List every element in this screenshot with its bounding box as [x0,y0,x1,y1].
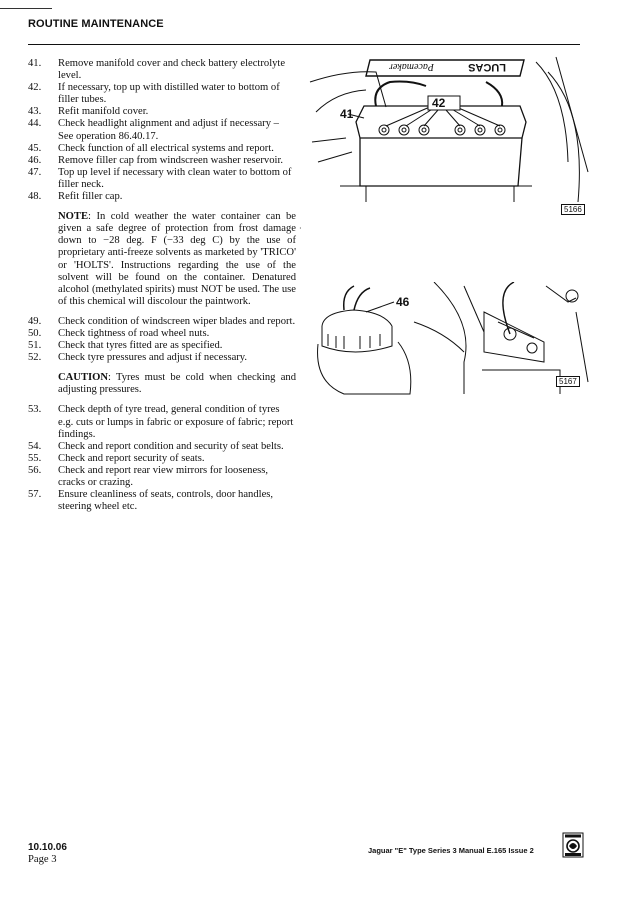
instruction-item [28,465,296,489]
footer-left [28,842,67,866]
instruction-text: Remove filler cap from windscreen washer reservoir. [58,154,284,166]
instruction-number: 46. [28,154,42,166]
instruction-item [28,118,296,142]
figure-ref-5167: 5167 [556,376,580,387]
instruction-item [28,82,296,106]
instruction-item [28,489,296,513]
instruction-text: Check and report condition and security of seat belts. [58,440,284,452]
instruction-number: 42. [28,82,42,94]
british-leyland-logo-icon [562,832,584,858]
instruction-item [28,352,296,364]
instruction-column [28,58,296,513]
section-header: ROUTINE MAINTENANCE [28,18,164,30]
instruction-list-a [28,58,296,203]
instruction-number: 50. [28,327,42,339]
caution-text: : Tyres must be cold when checking and adjusting pressures. [58,372,296,396]
instruction-text: Check headlight alignment and adjust if necessary – See operation 86.40.17. [58,118,279,142]
instruction-number: 52. [28,352,42,364]
instruction-number: 43. [28,106,42,118]
callout-46: 46 [396,295,410,309]
instruction-number: 49. [28,315,42,327]
instruction-item [28,404,296,440]
instruction-text: Check tightness of road wheel nuts. [58,327,210,339]
operation-code: 10.10.06 [28,842,67,853]
instruction-text: Ensure cleanliness of seats, controls, door handles, steering wheel etc. [58,489,274,513]
instruction-item [28,340,296,352]
callout-41: 41 [340,107,354,121]
instruction-item [28,58,296,82]
washer-reservoir-illustration [314,282,596,398]
instruction-text: Check that tyres fitted are as specified. [58,340,223,352]
instruction-item [28,191,296,203]
battery-brand-script: Pacemaker [389,61,434,72]
instruction-item [28,441,296,453]
instruction-text: If necessary, top up with distilled water to bottom of filler tubes. [58,82,280,106]
instruction-item [28,328,296,340]
figure-ref-5166: 5166 [561,204,585,215]
instruction-list-c [28,404,296,513]
instruction-text: Check and report security of seats. [58,452,205,464]
instruction-text: Remove manifold cover and check battery electrolyte level. [58,58,286,82]
instruction-item [28,106,296,118]
washer-reservoir-figure [314,282,596,398]
instruction-number: 54. [28,440,42,452]
instruction-text: Check depth of tyre tread, general condition of tyres e.g. cuts or lumps in fabric or exposure of fabric; report findings. [58,404,294,440]
instruction-number: 53. [28,404,42,416]
instruction-text: Top up level if necessary with clean water to bottom of filler neck. [58,166,292,190]
note-label: NOTE [58,211,89,223]
instruction-text: Refit filler cap. [58,191,123,203]
note-paragraph [58,211,296,308]
instruction-text: Check and report rear view mirrors for looseness, cracks or crazing. [58,464,269,488]
instruction-number: 55. [28,452,42,464]
battery-brand-label: LUCAS [468,61,506,73]
instruction-number: 57. [28,489,42,501]
stray-mark: · [299,224,302,233]
instruction-list-b [28,316,296,364]
corner-tick-line [0,8,52,9]
caution-paragraph [58,372,296,396]
instruction-number: 56. [28,464,42,476]
instruction-item [28,167,296,191]
callout-42: 42 [432,96,446,110]
instruction-number: 45. [28,142,42,154]
page-number: Page 3 [28,854,57,865]
instruction-text: Check function of all electrical systems and report. [58,142,274,154]
battery-illustration [306,52,594,222]
caution-label: CAUTION [58,372,109,384]
manual-title: Jaguar "E" Type Series 3 Manual E.165 Issue 2 [368,846,534,855]
instruction-item [28,143,296,155]
instruction-number: 51. [28,340,42,352]
instruction-item [28,453,296,465]
instruction-text: Check condition of windscreen wiper blades and report. [58,315,296,327]
instruction-number: 47. [28,166,42,178]
note-text: : In cold weather the water container can be given a safe degree of protection from frost damage down to −28 deg. F (−33 deg C) by the use of proprietary anti-freeze solvents as marketed by 'TRICO' or 'HOLTS'. Instructions regarding the use of the solvent will be found on the container. Denatured alcohol (methylated spirits) must NOT be used. The use of this chemical will discolour the paintwork. [58,211,296,307]
instruction-text: Refit manifold cover. [58,106,149,118]
instruction-number: 44. [28,118,42,130]
header-rule [28,44,580,45]
instruction-item [28,316,296,328]
instruction-item [28,155,296,167]
instruction-number: 48. [28,191,42,203]
instruction-text: Check tyre pressures and adjust if necessary. [58,352,248,364]
battery-figure [306,52,594,222]
instruction-number: 41. [28,58,42,69]
